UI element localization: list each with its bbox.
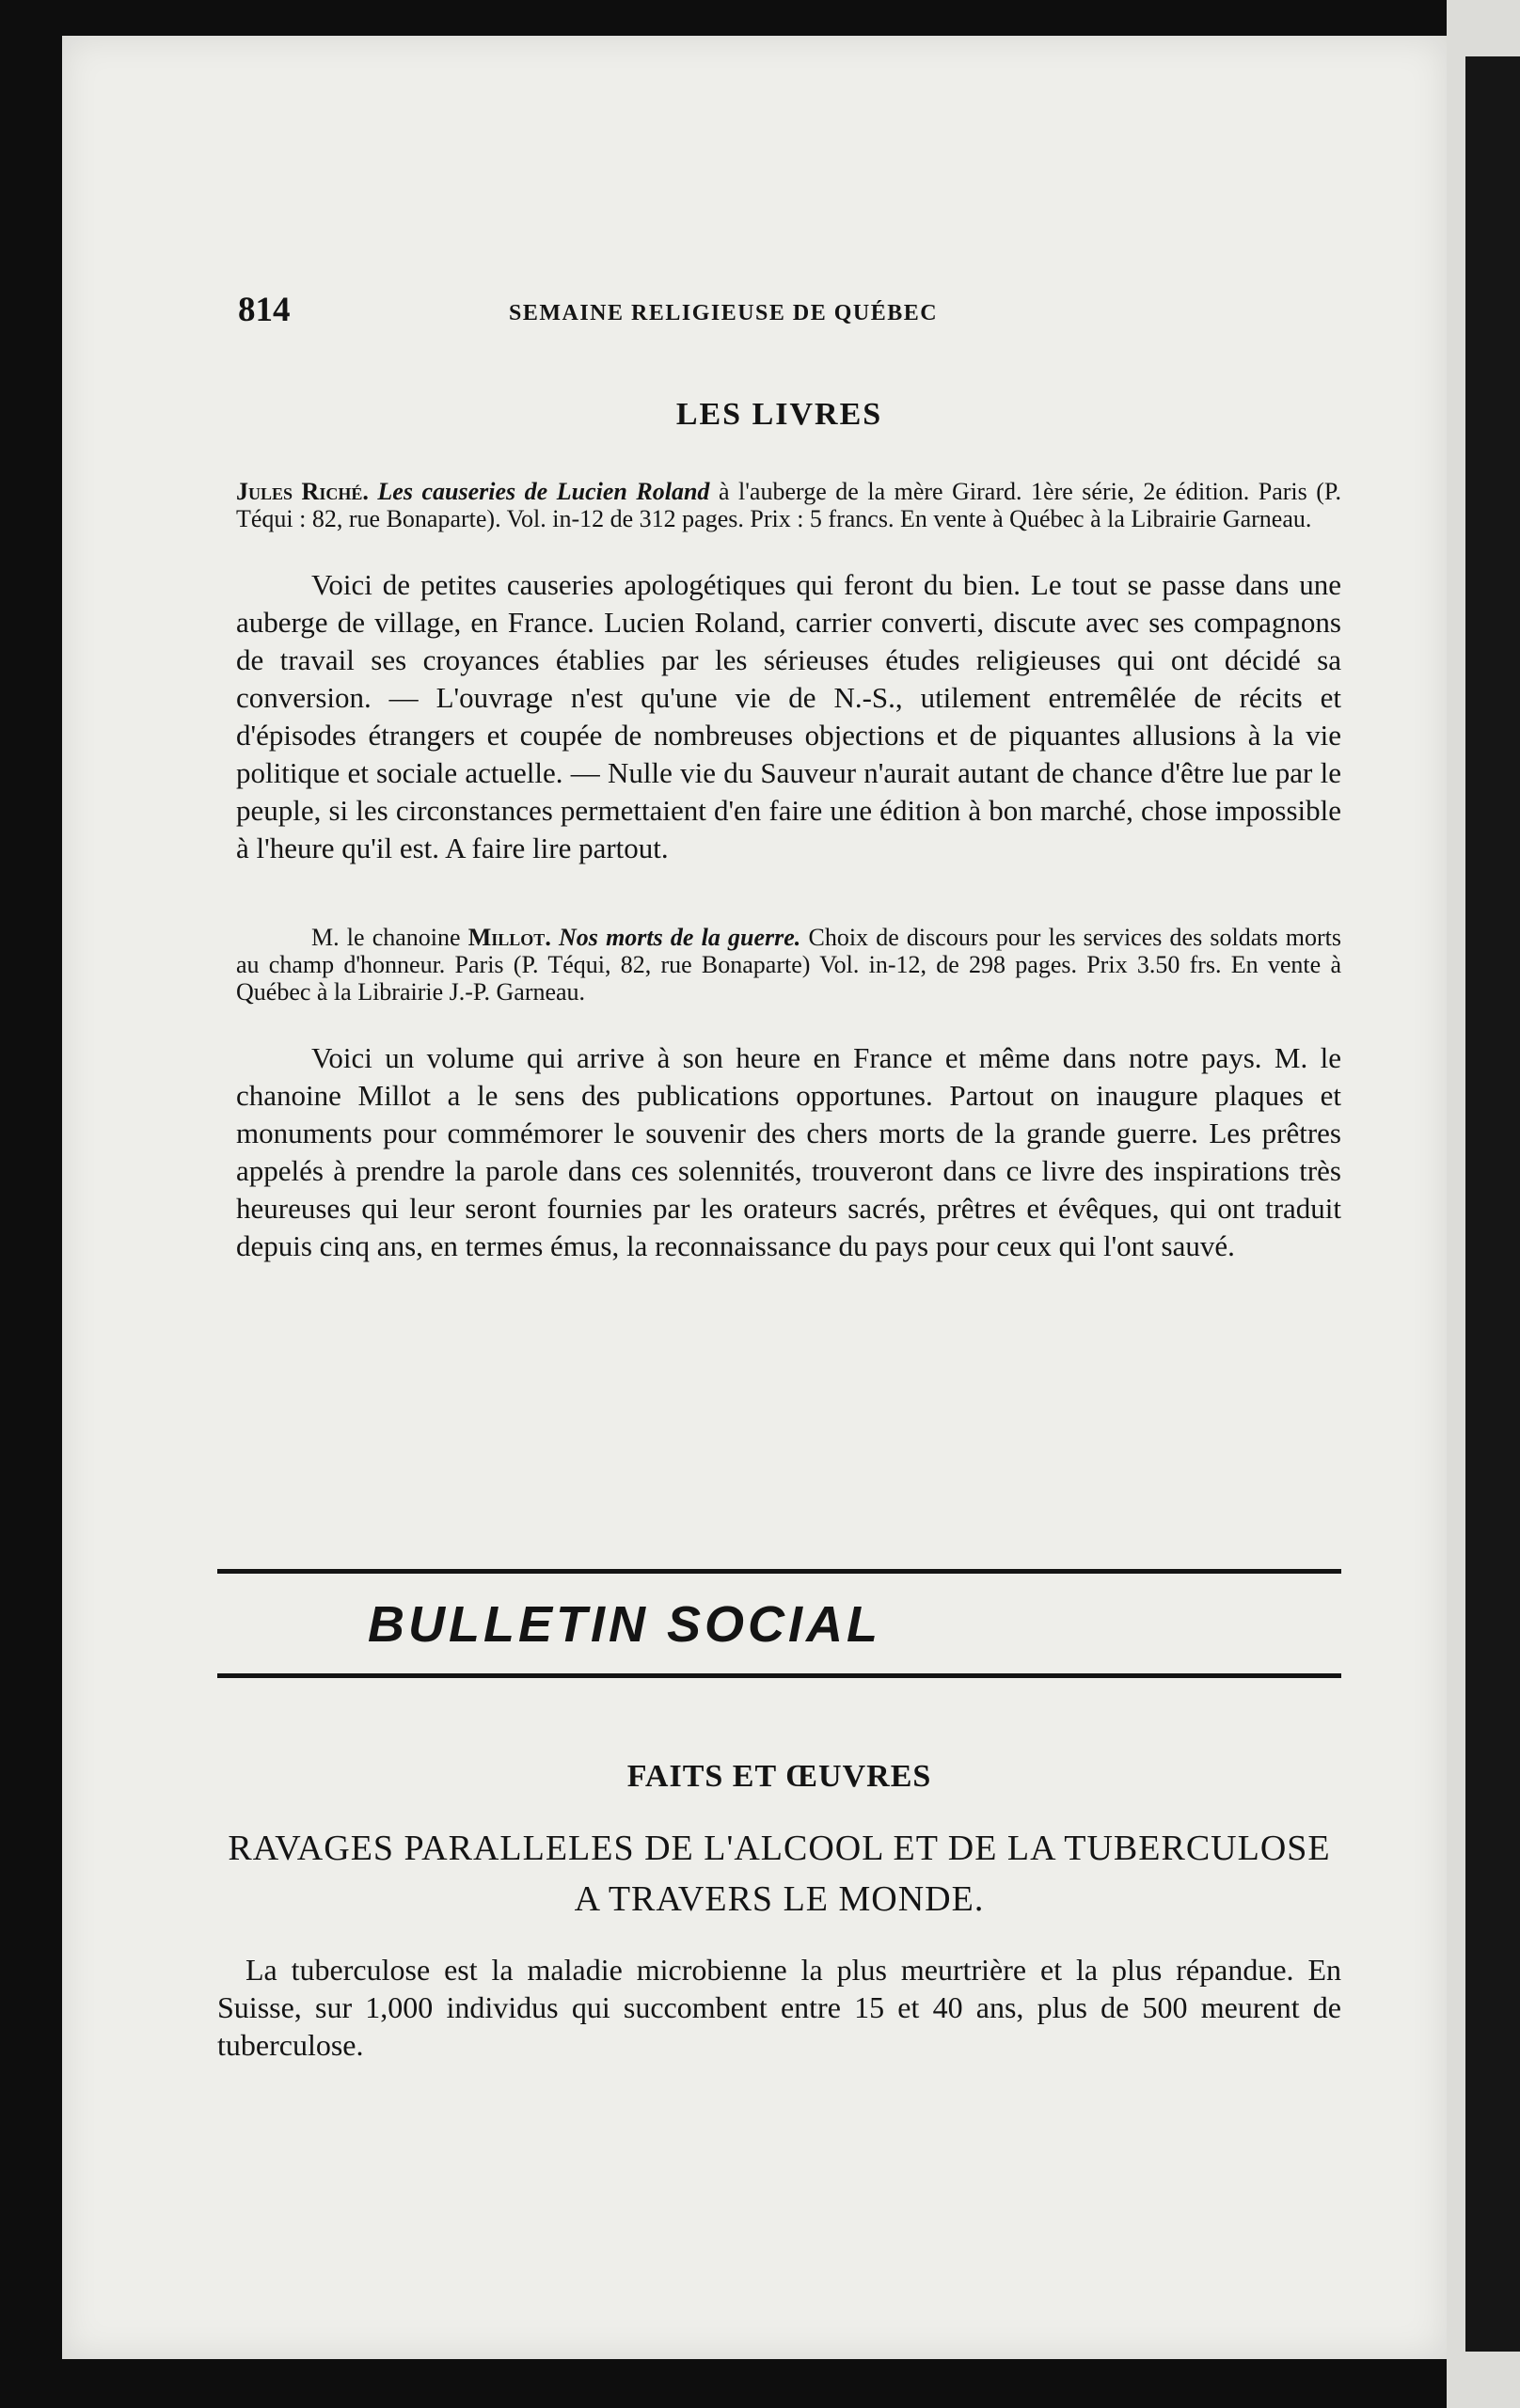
review-author: Jules Riché. <box>236 478 369 505</box>
page-header <box>217 290 1341 346</box>
scan-edge <box>1447 0 1520 2408</box>
book-title: Les causeries de Lucien Roland <box>377 478 710 505</box>
binding-shadow <box>1465 56 1520 2352</box>
text-column <box>217 290 1342 2062</box>
bottom-rule <box>217 1673 1341 1678</box>
review-body: Voici un volume qui arrive à son heure en France et même dans notre pays. M. le chanoine Millot a le sens des publications opportunes. Partout on inaugure plaques et monuments pour commémorer le souvenir des chers morts de la grande guerre. Les prêtres appelés à prendre la parole dans ces solennités, trouveront dans ce livre des inspirations très heureuses qui leur seront fournies par les orateurs sacrés, prêtres et évêques, qui ont traduit depuis cinq ans, en termes émus, la reconnaissance du pays pour ceux qui l'ont sauvé. <box>236 1041 1341 1262</box>
bibliographic-entry <box>236 924 1341 1006</box>
review-body: Voici de petites causeries apologétiques qui feront du bien. Le tout se passe dans une auberge de village, en France. Lucien Roland, carrier converti, discute avec ses compagnons de travail ses croyances établies par les sérieuses études religieuses qui ont décidé sa conversion. — L'ouvrage n'est qu'une vie de N.-S., utilement entremêlée de récits et d'épisodes étrangers et coupée de nombreuses objections et de piquantes allusions à la vie politique et sociale actuelle. — Nulle vie du Sauveur n'aurait autant de chance d'être lue par le peuple, si les circonstances permettaient d'en faire une édition à bon marché, chose impossible à l'heure qu'il est. A faire lire partout. <box>236 568 1341 864</box>
running-title: SEMAINE RELIGIEUSE DE QUÉBEC <box>509 301 939 325</box>
book-title: Nos morts de la guerre. <box>559 924 801 951</box>
books-heading: LES LIVRES <box>675 397 883 432</box>
book-page <box>62 36 1447 2359</box>
bibliographic-entry <box>236 478 1341 532</box>
bulletin-title: BULLETIN SOCIAL <box>368 1596 881 1653</box>
top-rule <box>217 1569 1341 1574</box>
book-review-2 <box>217 924 1341 1265</box>
book-details: Choix de discours pour les services des soldats morts au champ d'honneur. Paris (P. Téqui, 82, rue Bonaparte) Vol. in-12, de 298 pages. Prix 3.50 frs. En vente à Québec à la Librairie J.-P. Garneau. <box>236 924 1341 1006</box>
book-details: à l'auberge de la mère Girard. 1ère série, 2e édition. Paris (P. Téqui : 82, rue Bonaparte). Vol. in-12 de 312 pages. Prix : 5 francs. En vente à Québec à la Librairie Garneau. <box>236 478 1342 532</box>
article-title: RAVAGES PARALLELES DE L'ALCOOL ET DE LA TUBERCULOSE A TRAVERS LE MONDE. <box>228 1829 1331 1919</box>
book-review-1 <box>217 478 1341 867</box>
page-number: 814 <box>238 291 291 329</box>
subsection-heading: FAITS ET ŒUVRES <box>626 1759 932 1794</box>
bulletin-social-section <box>217 1569 1341 2064</box>
author-prefix: M. le chanoine <box>311 924 468 951</box>
article-body: La tuberculose est la maladie microbienne la plus meurtrière et la plus répandue. En Suisse, sur 1,000 individus qui succombent entre 15 et 40 ans, plus de 500 meurent de tuberculose. <box>217 1953 1341 2062</box>
review-author: Millot. <box>467 924 551 951</box>
